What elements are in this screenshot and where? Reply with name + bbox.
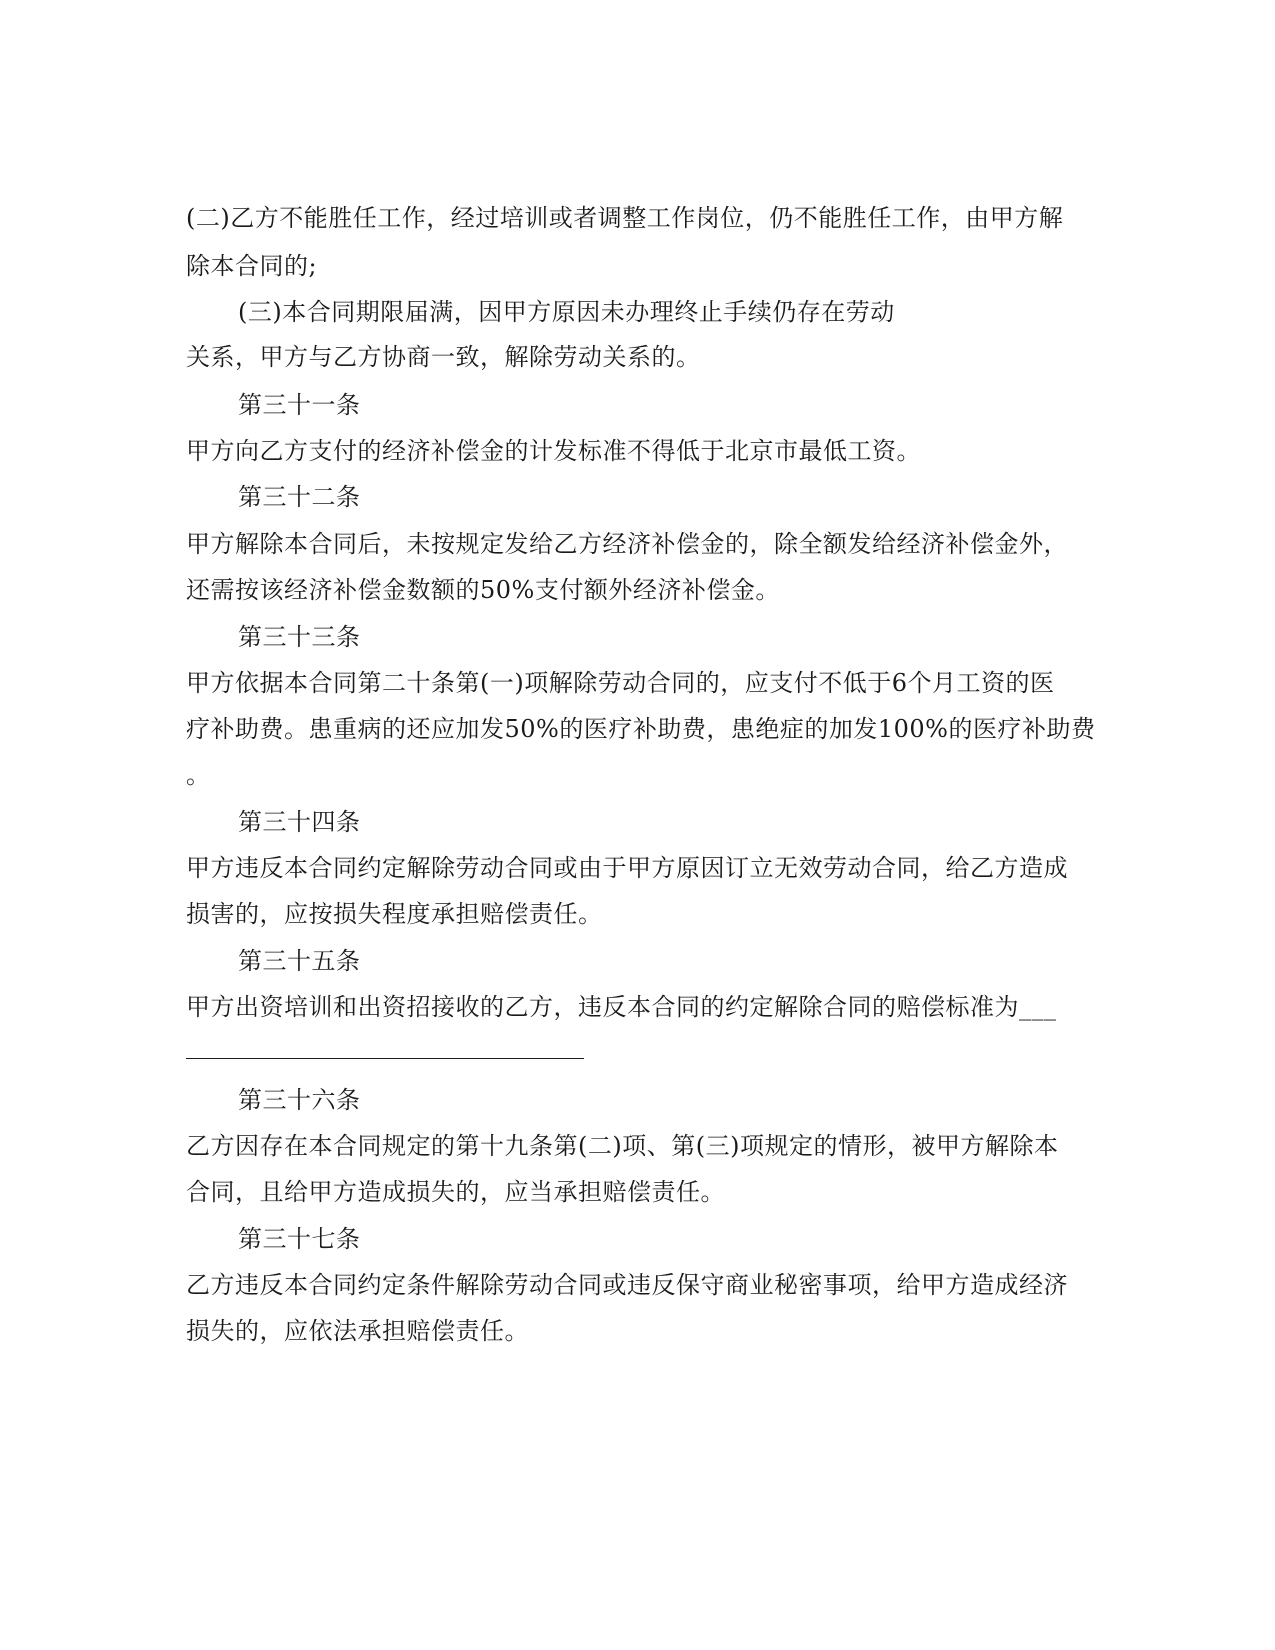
article-heading-35: 第三十五条 xyxy=(238,947,361,975)
paragraph-line: 甲方依据本合同第二十条第(一)项解除劳动合同的，应支付不低于6个月工资的医 xyxy=(186,669,1055,697)
paragraph-line: 。 xyxy=(186,761,211,789)
paragraph-line: 损害的，应按损失程度承担赔偿责任。 xyxy=(186,900,603,928)
article-heading-34: 第三十四条 xyxy=(238,808,361,836)
paragraph-line: 损失的，应依法承担赔偿责任。 xyxy=(186,1317,529,1345)
paragraph-line: 关系，甲方与乙方协商一致，解除劳动关系的。 xyxy=(186,343,701,371)
article-heading-37: 第三十七条 xyxy=(238,1225,361,1253)
article-heading-31: 第三十一条 xyxy=(238,391,361,419)
fill-in-blank-line xyxy=(186,1058,584,1059)
paragraph-line: 甲方出资培训和出资招接收的乙方，违反本合同的约定解除合同的赔偿标准为___ xyxy=(186,993,1057,1021)
article-heading-36: 第三十六条 xyxy=(238,1086,361,1114)
paragraph-line: 甲方向乙方支付的经济补偿金的计发标准不得低于北京市最低工资。 xyxy=(186,437,921,465)
paragraph-line: 甲方解除本合同后，未按规定发给乙方经济补偿金的，除全额发给经济补偿金外， xyxy=(186,530,1068,558)
article-heading-33: 第三十三条 xyxy=(238,623,361,651)
paragraph-line: 乙方违反本合同约定条件解除劳动合同或违反保守商业秘密事项，给甲方造成经济 xyxy=(186,1271,1068,1299)
paragraph-line: 除本合同的; xyxy=(186,252,318,280)
article-heading-32: 第三十二条 xyxy=(238,483,361,511)
paragraph-line: 疗补助费。患重病的还应加发50%的医疗补助费，患绝症的加发100%的医疗补助费 xyxy=(186,715,1096,743)
paragraph-line: 甲方违反本合同约定解除劳动合同或由于甲方原因订立无效劳动合同，给乙方造成 xyxy=(186,854,1068,882)
paragraph-line: 合同，且给甲方造成损失的，应当承担赔偿责任。 xyxy=(186,1178,725,1206)
paragraph-line: 乙方因存在本合同规定的第十九条第(二)项、第(三)项规定的情形，被甲方解除本 xyxy=(186,1132,1059,1160)
paragraph-line: (三)本合同期限届满，因甲方原因未办理终止手续仍存在劳动 xyxy=(238,298,895,326)
paragraph-line: (二)乙方不能胜任工作，经过培训或者调整工作岗位，仍不能胜任工作，由甲方解 xyxy=(186,204,1064,232)
paragraph-line: 还需按该经济补偿金数额的50%支付额外经济补偿金。 xyxy=(186,576,780,604)
